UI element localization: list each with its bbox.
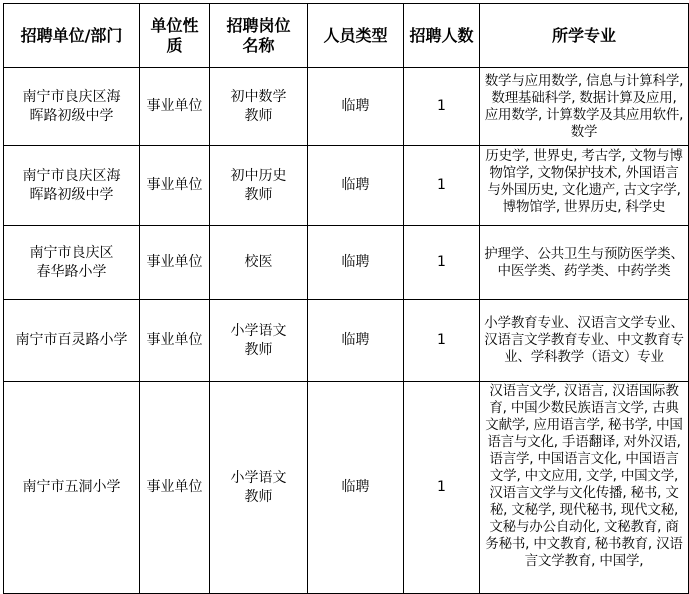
staff-type-cell: 临聘 — [308, 382, 404, 594]
major-cell: 护理学、公共卫生与预防医学类、中医学类、药学类、中药学类 — [480, 226, 689, 300]
position-cell: 小学语文教师 — [210, 300, 308, 382]
unit-cell: 南宁市良庆区海晖路初级中学 — [4, 146, 140, 226]
count-cell: 1 — [404, 226, 480, 300]
table-row — [4, 68, 689, 146]
unit-cell: 南宁市百灵路小学 — [4, 300, 140, 382]
unit-cell: 南宁市五洞小学 — [4, 382, 140, 594]
nature-cell: 事业单位 — [140, 68, 210, 146]
header-row — [4, 4, 689, 68]
count-cell: 1 — [404, 146, 480, 226]
staff-type-cell: 临聘 — [308, 300, 404, 382]
recruitment-table — [3, 3, 689, 594]
nature-cell: 事业单位 — [140, 226, 210, 300]
table-row — [4, 226, 689, 300]
major-cell: 数学与应用数学, 信息与计算科学, 数理基础科学, 数据计算及应用, 应用数学, 计算数学及其应用软件, 数学 — [480, 68, 689, 146]
staff-type-cell: 临聘 — [308, 146, 404, 226]
header-nature: 单位性质 — [140, 4, 210, 68]
position-cell: 校医 — [210, 226, 308, 300]
staff-type-cell: 临聘 — [308, 68, 404, 146]
header-unit: 招聘单位/部门 — [4, 4, 140, 68]
unit-cell: 南宁市良庆区海晖路初级中学 — [4, 68, 140, 146]
header-position: 招聘岗位名称 — [210, 4, 308, 68]
header-count: 招聘人数 — [404, 4, 480, 68]
position-cell: 初中数学教师 — [210, 68, 308, 146]
table-row — [4, 382, 689, 594]
major-cell: 汉语言文学, 汉语言, 汉语国际教育, 中国少数民族语言文学, 古典文献学, 应用语言学, 秘书学, 中国语言与文化, 手语翻译, 对外汉语, 语言学, 中国语言文化, 中国语言文学, 中文应用, 文学, 中国文学, 汉语言文学与文化传播, 秘书, 文秘, 文秘学, 现代秘书, 现代文秘, 文秘与办公自动化, 文秘教育, 商务秘书, 中文教育, 秘书教育, 汉语言文学教育, 中国学, — [480, 382, 689, 594]
header-staff-type: 人员类型 — [308, 4, 404, 68]
position-cell: 初中历史教师 — [210, 146, 308, 226]
major-cell: 历史学, 世界史, 考古学, 文物与博物馆学, 文物保护技术, 外国语言与外国历史, 文化遗产, 古文字学, 博物馆学, 世界历史, 科学史 — [480, 146, 689, 226]
count-cell: 1 — [404, 68, 480, 146]
table-row — [4, 146, 689, 226]
position-cell: 小学语文教师 — [210, 382, 308, 594]
count-cell: 1 — [404, 382, 480, 594]
count-cell: 1 — [404, 300, 480, 382]
nature-cell: 事业单位 — [140, 300, 210, 382]
nature-cell: 事业单位 — [140, 146, 210, 226]
header-major: 所学专业 — [480, 4, 689, 68]
staff-type-cell: 临聘 — [308, 226, 404, 300]
table-row — [4, 300, 689, 382]
major-cell: 小学教育专业、汉语言文学专业、汉语言文学教育专业、中文教育专业、学科教学（语文）专业 — [480, 300, 689, 382]
nature-cell: 事业单位 — [140, 382, 210, 594]
unit-cell: 南宁市良庆区春华路小学 — [4, 226, 140, 300]
